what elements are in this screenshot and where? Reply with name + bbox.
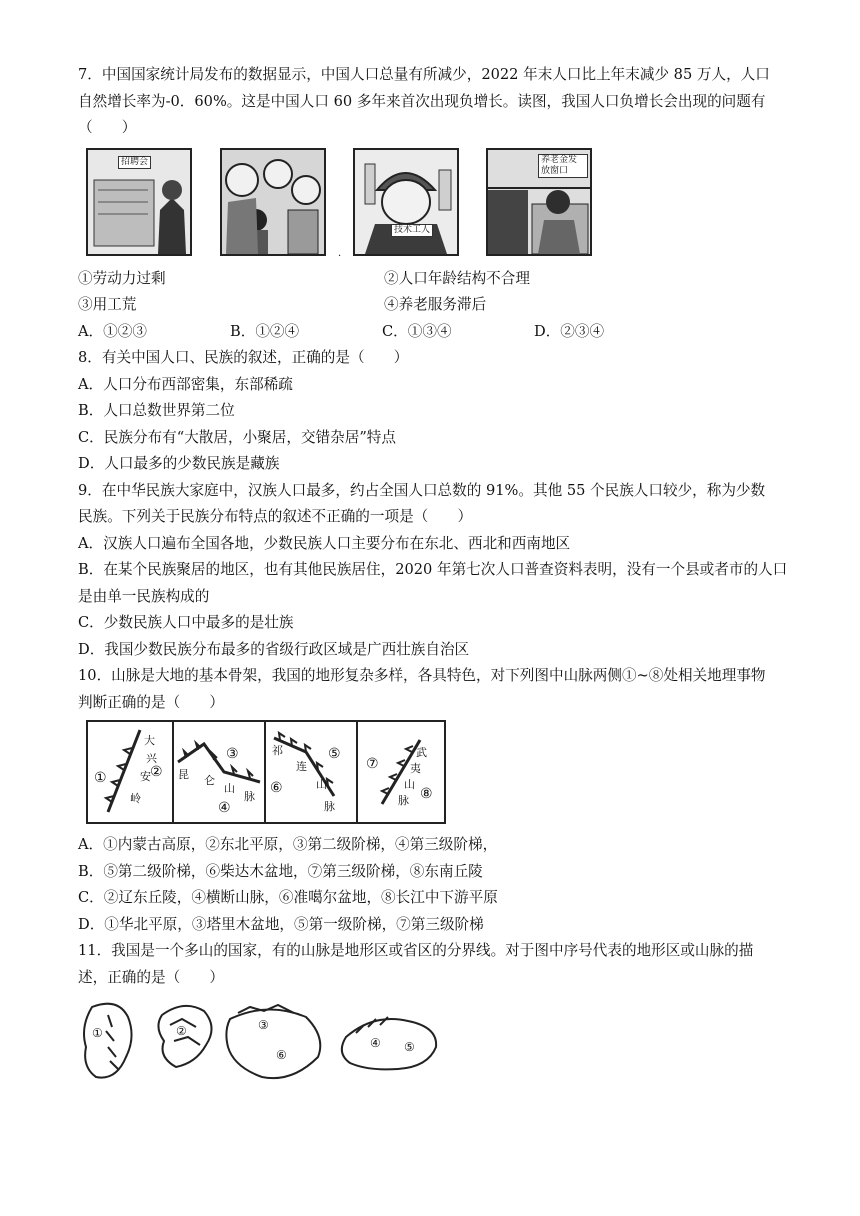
province-map-outlines xyxy=(78,997,478,1089)
item-3: ③用工荒 xyxy=(78,296,137,313)
cartoon-pension-window xyxy=(486,148,592,256)
mountain-panel-4 xyxy=(356,720,446,824)
svg-text:山: 山 xyxy=(404,778,415,791)
label-3: ③ xyxy=(226,746,239,762)
map-label-1: ① xyxy=(92,1026,103,1040)
cartoon-skilled-worker xyxy=(353,148,459,256)
question-11 xyxy=(78,938,790,1089)
question-7-stem-line-3: （ ） xyxy=(78,119,137,136)
question-7-options xyxy=(78,319,790,346)
province-maps xyxy=(78,997,790,1089)
option-c[interactable]: C．民族分布有“大散居，小聚居，交错杂居”特点 xyxy=(78,428,396,446)
option-d[interactable]: D．人口最多的少数民族是藏族 xyxy=(78,455,280,472)
question-7-items-row-2 xyxy=(78,292,790,319)
scan-dot: · xyxy=(338,250,342,262)
mountain-panel-1 xyxy=(86,720,176,824)
svg-text:仑: 仑 xyxy=(204,774,215,787)
question-7-cartoon-strip xyxy=(78,148,790,262)
question-11-stem-line-1: 11．我国是一个多山的国家，有的山脉是地形区或省区的分界线。对于图中序号代表的地形区或山脉的描 xyxy=(78,942,754,959)
svg-text:连: 连 xyxy=(296,760,307,773)
map-label-4: ④ xyxy=(370,1036,381,1050)
item-1: ①劳动力过剩 xyxy=(78,269,166,287)
mountain-panel-2 xyxy=(172,720,268,824)
option-d[interactable]: D．我国少数民族分布最多的省级行政区域是广西壮族自治区 xyxy=(78,640,470,658)
option-b[interactable]: B．⑤第二级阶梯，⑥柴达木盆地，⑦第三级阶梯，⑧东南丘陵 xyxy=(78,862,483,880)
question-9 xyxy=(78,478,790,664)
map-label-3: ③ xyxy=(258,1018,269,1032)
item-2: ②人口年龄结构不合理 xyxy=(384,269,530,287)
svg-text:祁: 祁 xyxy=(272,744,283,757)
question-10-stem-line-2: 判断正确的是（ ） xyxy=(78,693,224,711)
label-6: ⑥ xyxy=(270,780,283,796)
exam-page xyxy=(78,62,790,1089)
item-4: ④养老服务滞后 xyxy=(384,296,487,313)
svg-text:山: 山 xyxy=(224,782,235,795)
svg-text:山: 山 xyxy=(316,778,327,791)
svg-text:岭: 岭 xyxy=(130,792,141,805)
question-10-stem-line-1: 10．山脉是大地的基本骨架，我国的地形复杂多样，各具特色，对下列图中山脉两侧①~⑧处相关地理事物 xyxy=(78,667,766,684)
option-b[interactable]: B．①②④ xyxy=(230,322,300,340)
label-5: ⑤ xyxy=(328,746,341,762)
map-label-2: ② xyxy=(176,1024,187,1038)
option-c[interactable]: C．②辽东丘陵，④横断山脉，⑥准噶尔盆地，⑧长江中下游平原 xyxy=(78,889,498,906)
question-7-items-row-1 xyxy=(78,266,790,293)
mountain-panel-3 xyxy=(264,720,360,824)
sign-pension-window: 养老金发放窗口 xyxy=(538,154,588,178)
map-label-6: ⑥ xyxy=(276,1048,287,1062)
label-7: ⑦ xyxy=(366,756,379,772)
question-7-stem-line-1: 7．中国国家统计局发布的数据显示，中国人口总量有所减少，2022 年末人口比上年末减少 85 万人，人口 xyxy=(78,66,770,83)
question-10 xyxy=(78,663,790,938)
svg-text:脉: 脉 xyxy=(244,790,255,803)
option-b-continued: 是由单一民族构成的 xyxy=(78,587,210,605)
question-9-stem-line-2: 民族。下列关于民族分布特点的叙述不正确的一项是（ ） xyxy=(78,508,473,525)
option-d[interactable]: D．①华北平原，③塔里木盆地，⑤第一级阶梯，⑦第三级阶梯 xyxy=(78,915,484,933)
svg-text:大: 大 xyxy=(144,734,155,747)
label-8: ⑧ xyxy=(420,786,433,802)
option-a[interactable]: A．人口分布西部密集，东部稀疏 xyxy=(78,375,293,393)
cartoon-elderly-family xyxy=(220,148,326,256)
label-1: ① xyxy=(94,770,107,786)
option-a[interactable]: A．①内蒙古高原，②东北平原，③第二级阶梯，④第三级阶梯， xyxy=(78,836,498,853)
question-7 xyxy=(78,62,790,345)
svg-text:武: 武 xyxy=(416,746,427,759)
cartoon-job-fair xyxy=(86,148,192,256)
question-7-stem-line-2: 自然增长率为-0．60%。这是中国人口 60 多年来首次出现负增长。读图，我国人口负增长会出现的问题有 xyxy=(78,92,766,110)
sign-job-fair: 招聘会 xyxy=(118,156,151,169)
sign-skilled-worker: 技术工人 xyxy=(391,224,433,237)
option-d[interactable]: D．②③④ xyxy=(534,322,605,340)
option-a[interactable]: A．①②③ xyxy=(78,322,147,340)
svg-text:昆: 昆 xyxy=(178,768,189,781)
option-c[interactable]: C．少数民族人口中最多的是壮族 xyxy=(78,614,294,631)
option-c[interactable]: C．①③④ xyxy=(382,322,452,340)
question-8-stem: 8．有关中国人口、民族的叙述，正确的是（ ） xyxy=(78,349,409,366)
svg-text:夷: 夷 xyxy=(410,762,421,775)
question-8 xyxy=(78,345,790,478)
map-label-5: ⑤ xyxy=(404,1040,415,1054)
mountain-panels xyxy=(78,720,790,826)
svg-text:安: 安 xyxy=(140,770,151,783)
option-b[interactable]: B．人口总数世界第二位 xyxy=(78,402,235,419)
svg-text:兴: 兴 xyxy=(146,752,157,765)
svg-text:脉: 脉 xyxy=(324,800,335,813)
question-9-stem-line-1: 9．在中华民族大家庭中，汉族人口最多，约占全国人口总数的 91%。其他 55 个民族人口较少，称为少数 xyxy=(78,481,766,499)
label-4: ④ xyxy=(218,800,231,816)
svg-text:脉: 脉 xyxy=(398,794,409,807)
option-a[interactable]: A．汉族人口遍布全国各地，少数民族人口主要分布在东北、西北和西南地区 xyxy=(78,534,571,552)
question-11-stem-line-2: 述，正确的是（ ） xyxy=(78,968,224,986)
option-b[interactable]: B．在某个民族聚居的地区，也有其他民族居住，2020 年第七次人口普查资料表明，没有一个县或者市的人口 xyxy=(78,561,788,578)
label-2: ② xyxy=(150,764,163,780)
